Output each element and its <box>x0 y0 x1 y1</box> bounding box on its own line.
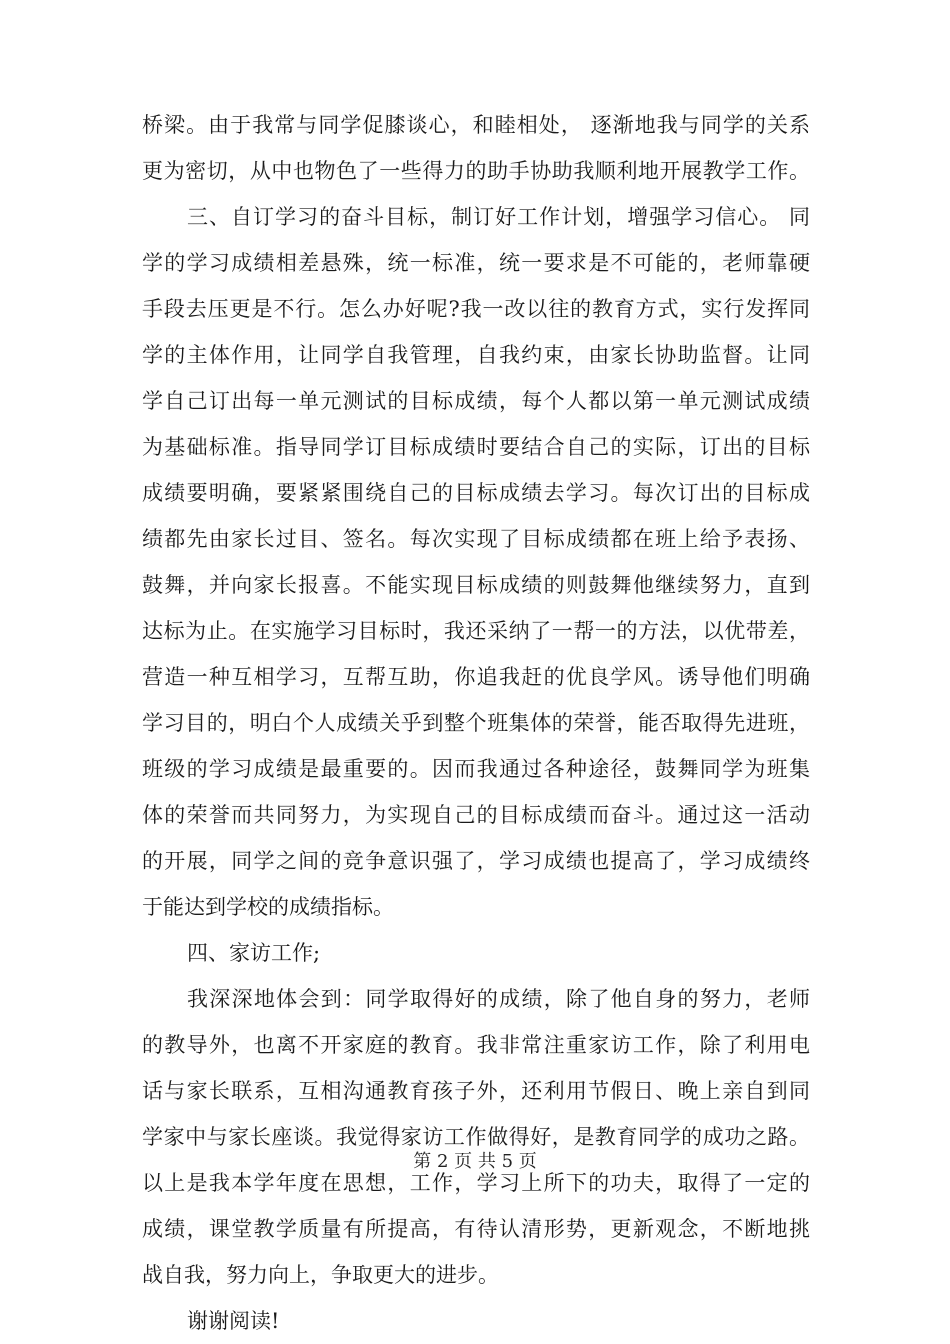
text-line: 于能达到学校的成绩指标。 <box>142 895 394 919</box>
text-line: 体的荣誉而共同努力，为实现自己的目标成绩而奋斗。通过这一活动 <box>142 803 810 827</box>
section-heading-line: 三、自订学习的奋斗目标，制订好工作计划，增强学习信心。 同 <box>187 205 810 229</box>
text-line: 成绩，课堂教学质量有所提高，有待认清形势，更新观念，不断地挑 <box>142 1217 810 1241</box>
text-line: 我深深地体会到：同学取得好的成绩，除了他自身的努力，老师 <box>187 987 810 1011</box>
text-line: 鼓舞，并向家长报喜。不能实现目标成绩的则鼓舞他继续努力，直到 <box>142 573 810 597</box>
text-line: 的教导外，也离不开家庭的教育。我非常注重家访工作，除了利用电 <box>142 1033 810 1057</box>
text-line: 为基础标准。指导同学订目标成绩时要结合自己的实际，订出的目标 <box>142 435 810 459</box>
text-line: 学的学习成绩相差悬殊，统一标准，统一要求是不可能的，老师靠硬 <box>142 251 810 275</box>
text-line: 战自我，努力向上，争取更大的进步。 <box>142 1263 499 1287</box>
text-line: 学自己订出每一单元测试的目标成绩，每个人都以第一单元测试成绩 <box>142 389 810 413</box>
text-line: 话与家长联系，互相沟通教育孩子外，还利用节假日、晚上亲自到同 <box>142 1079 810 1103</box>
closing-line: 谢谢阅读! <box>187 1309 280 1333</box>
page-footer: 第 2 页 共 5 页 <box>413 1151 537 1172</box>
text-line: 桥梁。由于我常与同学促膝谈心，和睦相处， 逐渐地我与同学的关系 <box>142 113 810 137</box>
text-line: 学的主体作用，让同学自我管理，自我约束，由家长协助监督。让同 <box>142 343 810 367</box>
text-line: 以上是我本学年度在思想，工作，学习上所下的功夫，取得了一定的 <box>142 1171 810 1195</box>
text-line: 班级的学习成绩是最重要的。因而我通过各种途径，鼓舞同学为班集 <box>142 757 810 781</box>
text-line: 更为密切，从中也物色了一些得力的助手协助我顺利地开展教学工作。 <box>142 159 810 183</box>
text-line: 达标为止。在实施学习目标时，我还采纳了一帮一的方法，以优带差， <box>142 619 810 643</box>
text-line: 营造一种互相学习，互帮互助，你追我赶的优良学风。诱导他们明确 <box>142 665 810 689</box>
text-line: 学家中与家长座谈。我觉得家访工作做得好，是教育同学的成功之路。 <box>142 1125 810 1149</box>
text-line: 的开展，同学之间的竞争意识强了，学习成绩也提高了，学习成绩终 <box>142 849 810 873</box>
section-heading-line: 四、家访工作; <box>187 941 321 965</box>
text-line: 手段去压更是不行。怎么办好呢?我一改以往的教育方式，实行发挥同 <box>142 297 810 321</box>
text-line: 成绩要明确，要紧紧围绕自己的目标成绩去学习。每次订出的目标成 <box>142 481 810 505</box>
text-line: 学习目的，明白个人成绩关乎到整个班集体的荣誉，能否取得先进班， <box>142 711 810 735</box>
text-line: 绩都先由家长过目、签名。每次实现了目标成绩都在班上给予表扬、 <box>142 527 810 551</box>
